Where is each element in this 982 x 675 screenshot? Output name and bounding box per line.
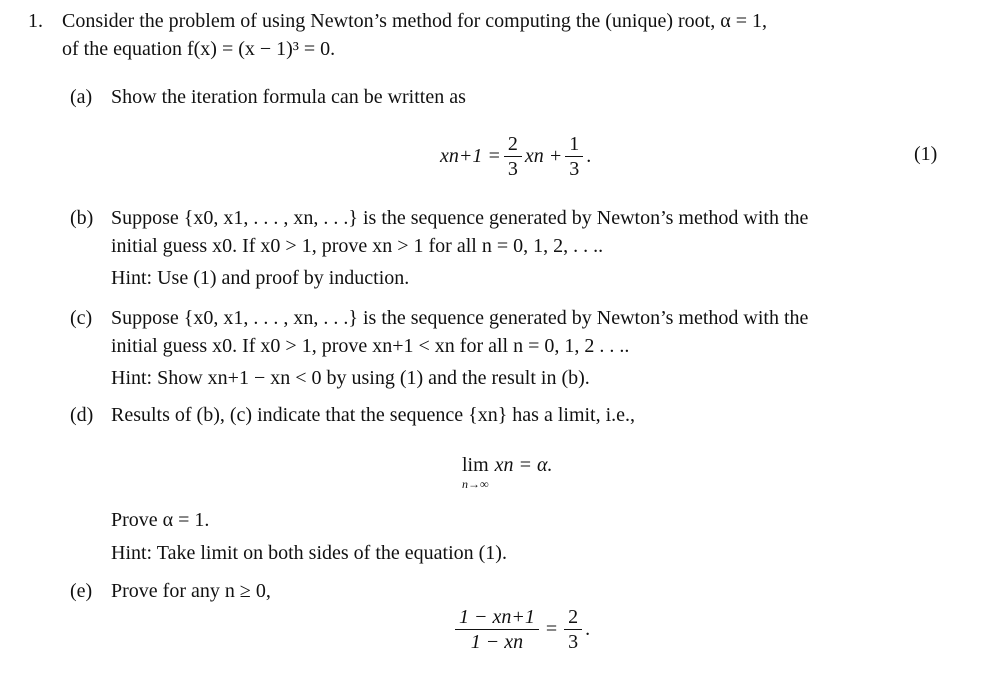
ratio-frac (455, 606, 539, 653)
eq1-frac-1-den: 3 (507, 157, 518, 180)
ratio-tail: . (585, 618, 591, 640)
ratio-equation (452, 600, 590, 658)
limit-subscript: n→∞ (462, 477, 489, 491)
part-a-text: Show the iteration formula can be written as (111, 86, 466, 108)
problem-number: 1. (28, 10, 43, 32)
eq1-frac-1 (504, 133, 522, 180)
ratio-denominator: 1 − xn (470, 630, 524, 653)
limit-expression (462, 452, 553, 490)
part-e-label: (e) (70, 580, 93, 602)
part-b-line-2: initial guess x0. If x0 > 1, prove xn > 1 for all n = 0, 1, 2, . . .. (111, 235, 604, 257)
part-b-line-1: Suppose {x0, x1, . . . , xn, . . .} is the sequence generated by Newton’s method with the (111, 207, 809, 229)
ratio-numerator: 1 − xn+1 (455, 606, 539, 630)
part-a-label: (a) (70, 86, 93, 108)
part-c-label: (c) (70, 307, 93, 329)
part-c-line-1: Suppose {x0, x1, . . . , xn, . . .} is the sequence generated by Newton’s method with the (111, 307, 809, 329)
ratio-frac-2-den: 3 (568, 630, 579, 653)
intro-line-2: of the equation f(x) = (x − 1)³ = 0. (62, 38, 336, 60)
ratio-frac-2 (564, 606, 582, 653)
eq1-frac-2-den: 3 (569, 157, 580, 180)
part-b-label: (b) (70, 207, 94, 229)
limit-operator (462, 452, 489, 490)
part-c-line-2: initial guess x0. If x0 > 1, prove xn+1 < xn for all n = 0, 1, 2 . . .. (111, 335, 630, 357)
limit-rhs: xn = α. (494, 454, 553, 476)
ratio-equals: = (545, 618, 558, 640)
part-c-hint: Hint: Show xn+1 − xn < 0 by using (1) and the result in (b). (111, 367, 590, 389)
equation-1-tag: (1) (914, 143, 938, 165)
eq1-lhs: xn+1 = (440, 145, 501, 167)
eq1-frac-2-num: 1 (565, 133, 583, 157)
equation-1 (440, 128, 591, 184)
part-d-prove: Prove α = 1. (111, 509, 210, 531)
eq1-mid: xn + (524, 145, 563, 167)
part-e-text: Prove for any n ≥ 0, (111, 580, 271, 602)
part-d-line-1: Results of (b), (c) indicate that the sequence {xn} has a limit, i.e., (111, 404, 636, 426)
part-b-hint: Hint: Use (1) and proof by induction. (111, 267, 410, 289)
eq1-frac-1-num: 2 (504, 133, 522, 157)
eq1-frac-2 (565, 133, 583, 180)
ratio-frac-2-num: 2 (564, 606, 582, 630)
limit-lim: lim (462, 454, 489, 476)
eq1-tail: . (586, 145, 592, 167)
part-d-hint: Hint: Take limit on both sides of the equation (1). (111, 542, 507, 564)
intro-line-1: Consider the problem of using Newton’s method for computing the (unique) root, α = 1, (62, 10, 767, 32)
part-d-label: (d) (70, 404, 94, 426)
